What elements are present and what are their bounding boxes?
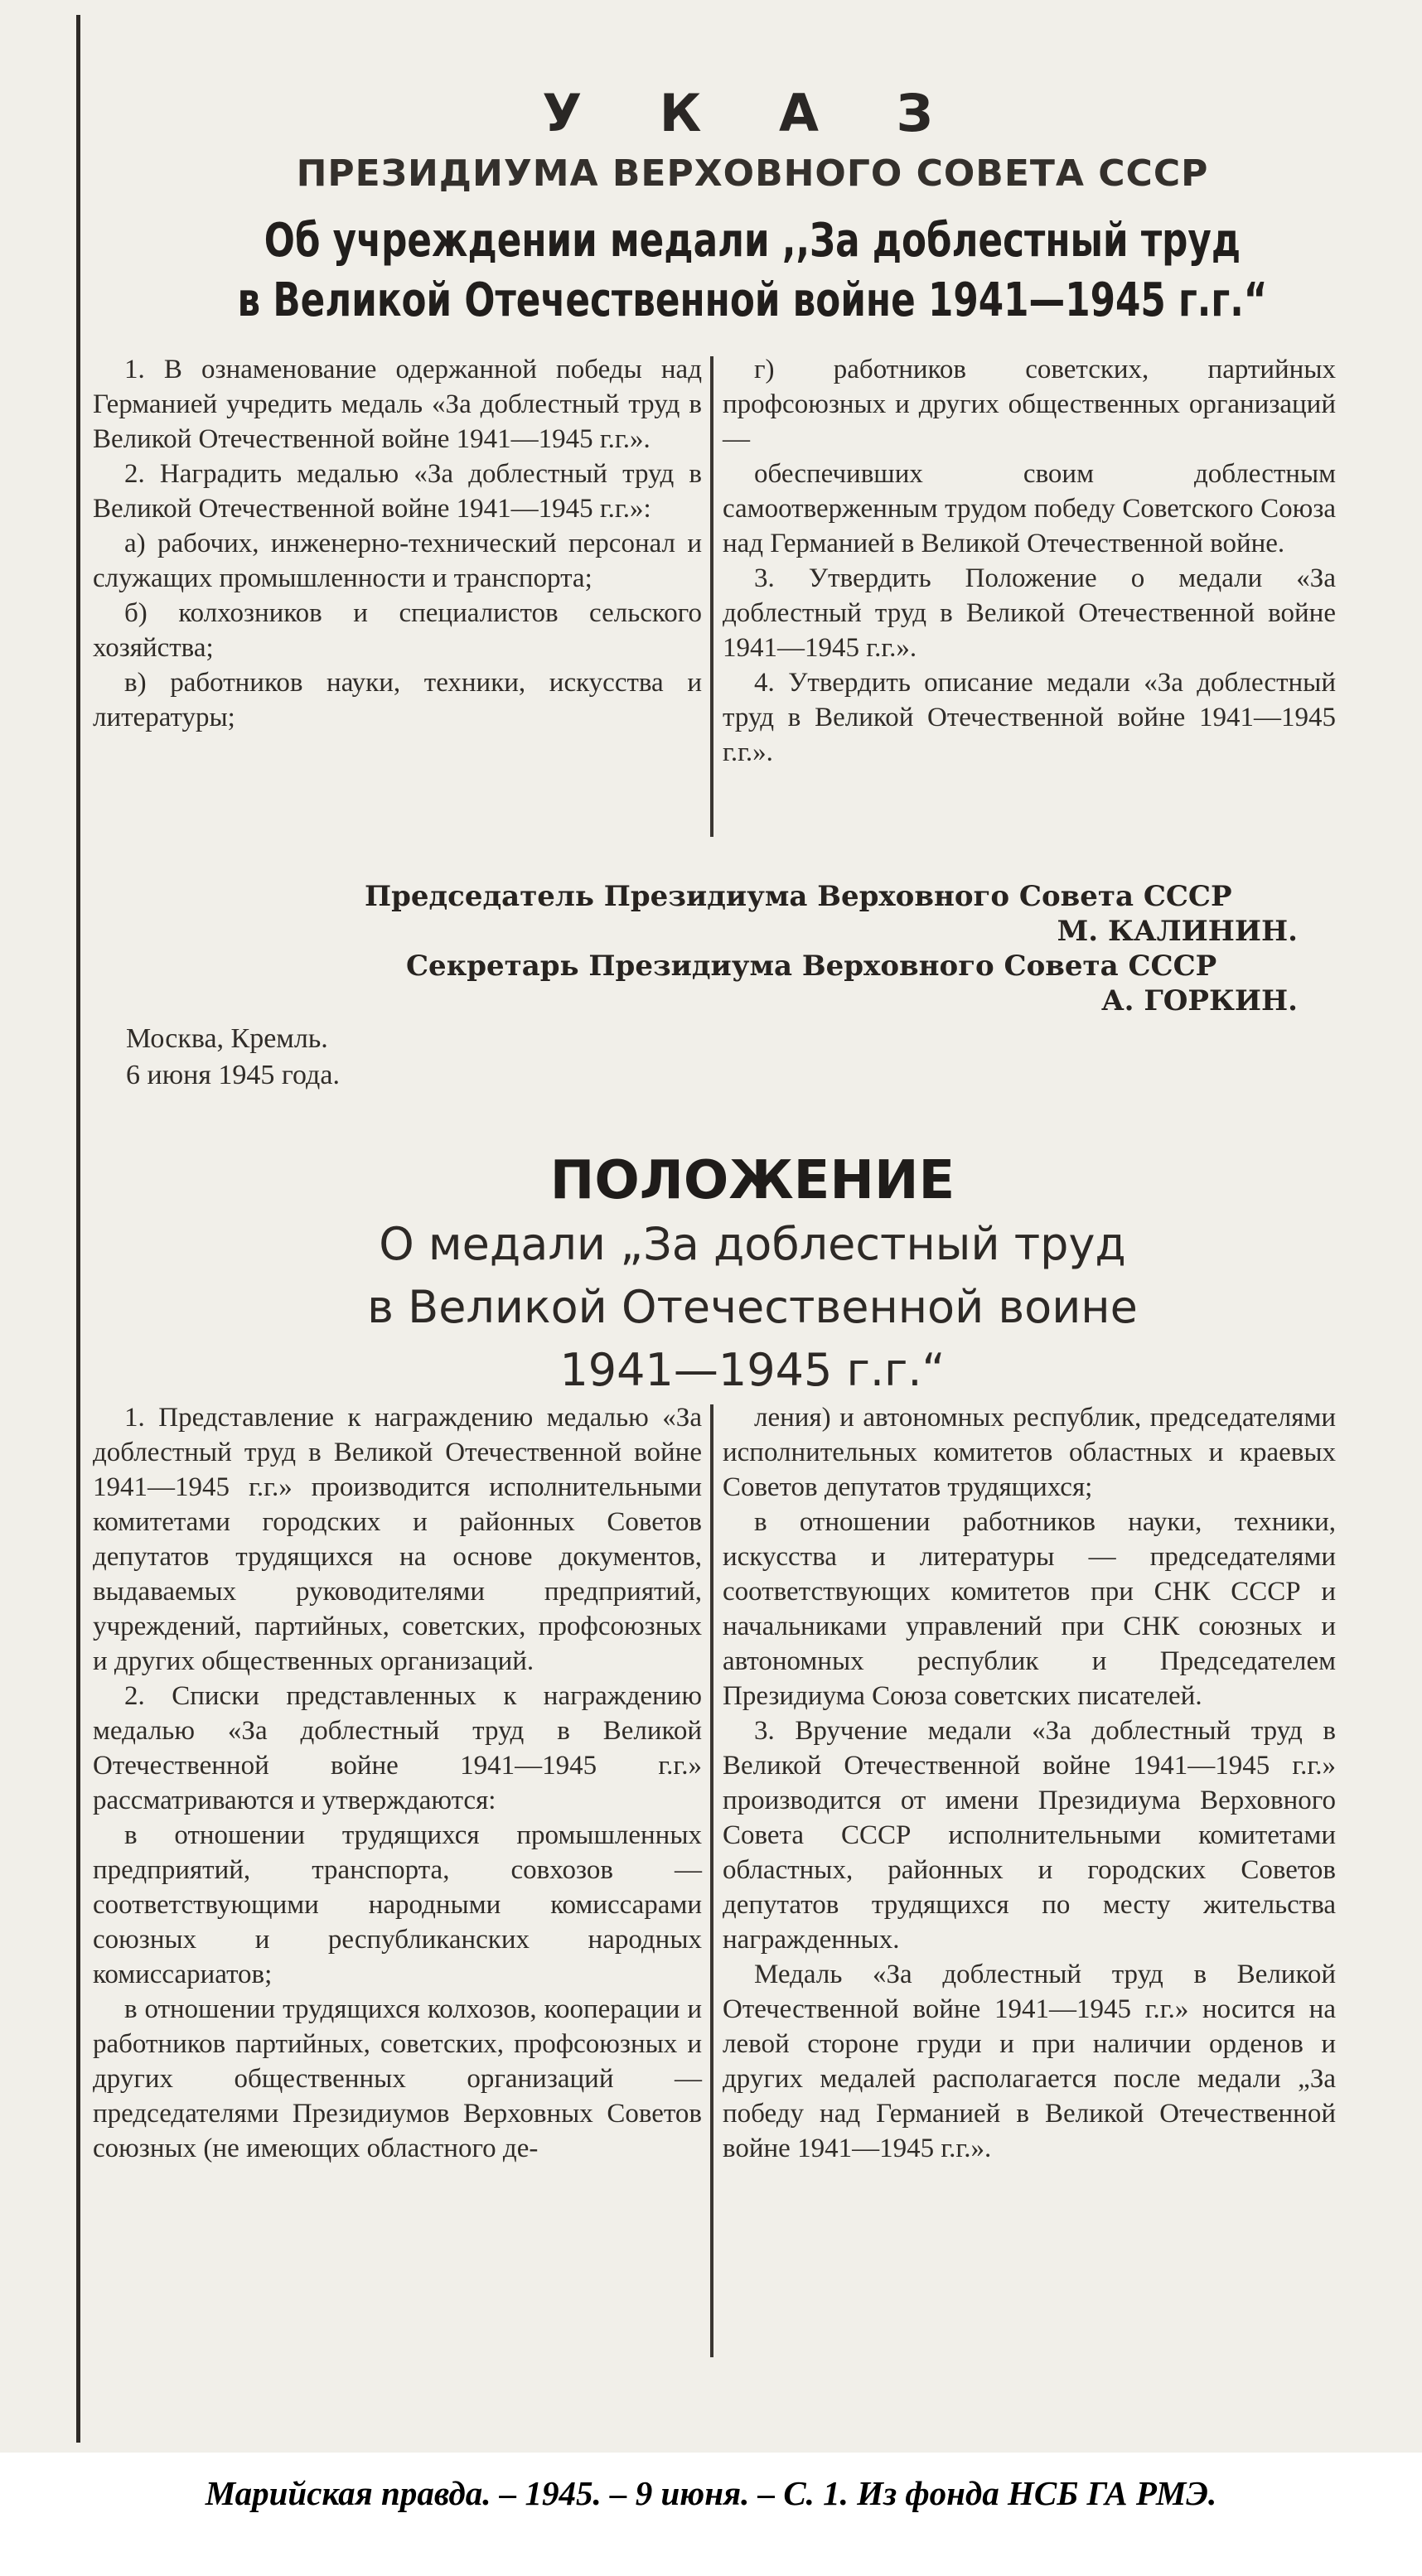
ukaz-column-divider <box>710 356 713 837</box>
chair-name: М. КАЛИНИН. <box>1057 915 1298 948</box>
ukaz-paragraph: в) работников науки, техники, искусства и литературы; <box>93 668 702 732</box>
ukaz-heading: У К А З <box>542 83 963 143</box>
polozhenie-paragraph: в отношении работников науки, техники, искусства и литературы — председателями соответствующих комитетов при СНК СССР и начальниками управлений при СНК союзных и автономных республик и Председателем Президиума Союза советских писателей. <box>723 1507 1336 1711</box>
left-margin-rule <box>76 15 80 2443</box>
polozhenie-title-line-1: О медали „За доблестный труд <box>379 1218 1126 1270</box>
ukaz-right-column <box>723 352 1336 770</box>
ukaz-left-column <box>93 352 702 735</box>
ukaz-paragraph: 2. Наградить медалью «За доблестный труд в Великой Отечественной войне 1941—1945 г.г.»: <box>93 459 702 524</box>
ukaz-paragraph: б) колхозников и специалистов сельского хозяйства; <box>93 598 702 663</box>
polozhenie-right-column <box>723 1400 1336 2166</box>
ukaz-paragraph: 3. Утвердить Положение о медали «За доблестный труд в Великой Отечественной войне 1941—1945 г.г.». <box>723 563 1336 663</box>
polozhenie-paragraph: Медаль «За доблестный труд в Великой Отечественной войне 1941—1945 г.г.» носится на левой стороне груди и при наличии орденов и других медалей располагается после медали „За победу над Германией в Великой Отечественной войне 1941—1945 г.г.». <box>723 1960 1336 2163</box>
signing-date: 6 июня 1945 года. <box>126 1060 340 1090</box>
polozhenie-left-column <box>93 1400 702 2166</box>
polozhenie-column-divider <box>710 1404 713 2357</box>
secretary-title: Секретарь Президиума Верховного Совета СССР <box>406 950 1217 983</box>
polozhenie-title-line-3: 1941—1945 г.г.“ <box>559 1344 946 1396</box>
polozhenie-title-line-2: в Великой Отечественной воине <box>367 1281 1138 1333</box>
polozhenie-paragraph: в отношении трудящихся промышленных предприятий, транспорта, совхозов — соответствующими народными комиссарами союзных и республиканских народных комиссариатов; <box>93 1820 702 1989</box>
polozhenie-paragraph: 3. Вручение медали «За доблестный труд в Великой Отечественной войне 1941—1945 г.г.» производится от имени Президиума Верховного Совета СССР исполнительными комитетами областных, районных и городских Советов депутатов трудящихся по месту жительства награжденных. <box>723 1716 1336 1955</box>
chair-title: Председатель Президиума Верховного Совета СССР <box>365 880 1232 913</box>
ukaz-subheading: ПРЕЗИДИУМА ВЕРХОВНОГО СОВЕТА СССР <box>296 152 1209 195</box>
polozhenie-heading: ПОЛОЖЕНИЕ <box>549 1150 955 1211</box>
polozhenie-paragraph: 1. Представление к награждению медалью «За доблестный труд в Великой Отечественной войне 1941—1945 г.г.» производится исполнительными комитетами городских и районных Советов депутатов трудящихся на основе документов, выдаваемых руководителями предприятий, учреждений, партийных, советских, профсоюзных и других общественных организаций. <box>93 1403 702 1676</box>
ukaz-paragraph: а) рабочих, инженерно-технический персонал и служащих промышленности и транспорта; <box>93 529 702 593</box>
source-caption: Марийская правда. – 1945. – 9 июня. – С. 1. Из фонда НСБ ГА РМЭ. <box>205 2474 1217 2512</box>
ukaz-paragraph: г) работников советских, партийных профсоюзных и других общественных организаций — <box>723 355 1336 454</box>
secretary-name: А. ГОРКИН. <box>1100 984 1298 1017</box>
ukaz-title-line-2: в Великой Отечественной войне 1941—1945 г.г.“ <box>237 273 1268 327</box>
ukaz-title-line-1: Об учреждении медали ,,За доблестный труд <box>264 214 1241 268</box>
polozhenie-paragraph: в отношении трудящихся колхозов, кооперации и работников партийных, советских, профсоюзных и других общественных организаций — председателями Президиумов Верховных Советов союзных (не имеющих областного де- <box>93 1994 702 2163</box>
signing-place: Москва, Кремль. <box>126 1023 328 1054</box>
polozhenie-paragraph: 2. Списки представленных к награждению медалью «За доблестный труд в Великой Отечественной войне 1941—1945 г.г.» рассматриваются и утверждаются: <box>93 1681 702 1815</box>
ukaz-paragraph: 1. В ознаменование одержанной победы над Германией учредить медаль «За доблестный труд в Великой Отечественной войне 1941—1945 г.г.». <box>93 355 702 454</box>
ukaz-paragraph: 4. Утвердить описание медали «За доблестный труд в Великой Отечественной войне 1941—1945 г.г.». <box>723 668 1336 767</box>
ukaz-paragraph: обеспечивших своим доблестным самоотверженным трудом победу Советского Союза над Германией в Великой Отечественной войне. <box>723 459 1336 558</box>
polozhenie-paragraph: ления) и автономных республик, председателями исполнительных комитетов областных и краевых Советов депутатов трудящихся; <box>723 1403 1336 1502</box>
